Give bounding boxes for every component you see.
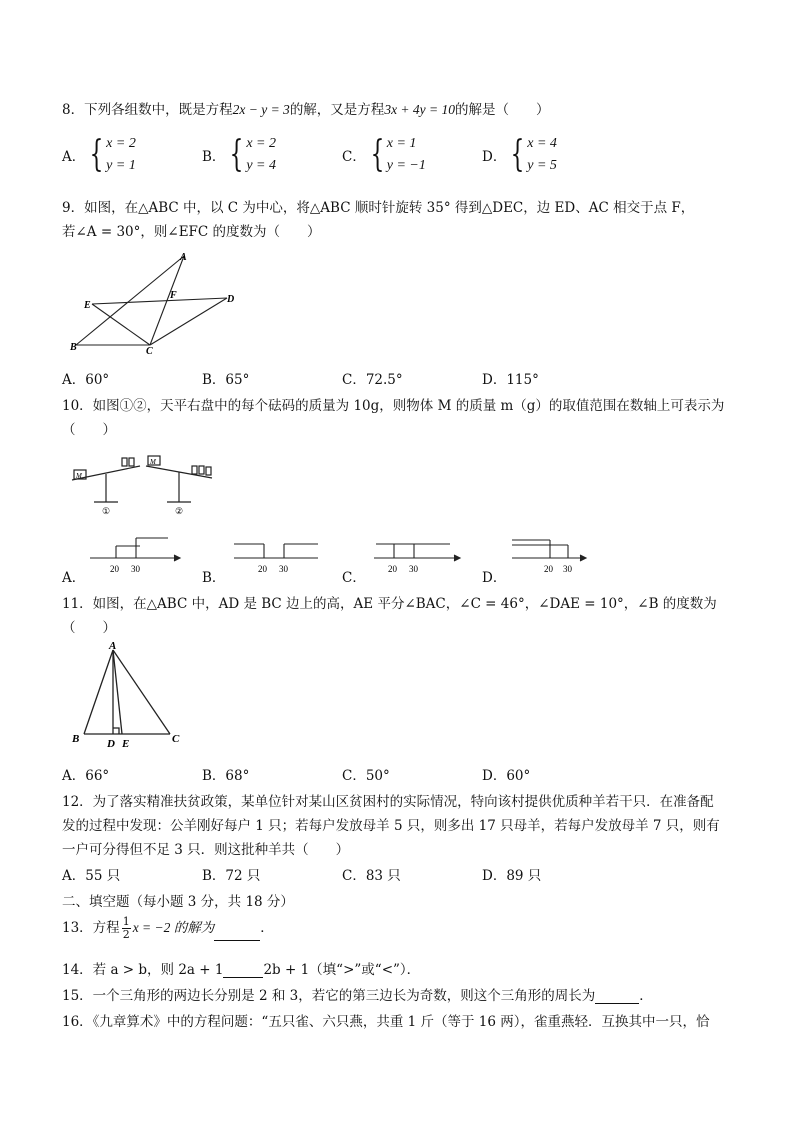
option-label: C． bbox=[342, 149, 366, 165]
brace-icon: { bbox=[510, 134, 525, 175]
svg-text:30: 30 bbox=[131, 564, 140, 574]
label-b: B bbox=[70, 342, 77, 353]
q8-equation-2: 3x + 4y = 10 bbox=[384, 102, 456, 117]
q10-option-b-label[interactable]: B． bbox=[202, 570, 226, 586]
q10-option-a-numberline[interactable] bbox=[88, 534, 184, 578]
q11-option-d[interactable]: D．60° bbox=[482, 768, 531, 784]
section-heading: 二、填空题（每小题 3 分，共 18 分） bbox=[62, 894, 294, 910]
q12-stem-line3: 一户可分得但不足 3 只．则这批种羊共（ ） bbox=[62, 842, 350, 858]
q9-stem-line2: 若∠A = 30°，则∠EFC 的度数为（ ） bbox=[62, 224, 321, 240]
q10-stem-line1: 10．如图①②，天平右盘中的每个砝码的质量为 10g，则物体 M 的质量 m（g）的取值范围在数轴上可表示为 bbox=[62, 398, 725, 414]
svg-text:30: 30 bbox=[279, 564, 288, 574]
q12-stem-line1: 12．为了落实精准扶贫政策，某单位针对某山区贫困村的实际情况，特向该村提供优质种羊若干只．在准备配 bbox=[62, 794, 714, 810]
q8-option-d[interactable]: D． { x = 4 y = 5 bbox=[482, 134, 557, 175]
q15-stem: 15．一个三角形的两边长分别是 2 和 3，若它的第三边长为奇数，则这个三角形的周长为 ． bbox=[62, 988, 653, 1004]
q9-option-d[interactable]: D．115° bbox=[482, 372, 539, 388]
label-b: B bbox=[72, 733, 80, 745]
q11-figure bbox=[66, 640, 196, 750]
brace-icon: { bbox=[230, 134, 244, 175]
q14-answer-blank[interactable] bbox=[223, 977, 263, 978]
svg-text:20: 20 bbox=[110, 564, 119, 574]
q13-stem: 13．方程 $\frac{1}{2}$ x = −2 的解为 ． bbox=[62, 915, 274, 942]
q9-option-a[interactable]: A．60° bbox=[62, 372, 110, 388]
q10-option-d-numberline[interactable] bbox=[510, 534, 594, 578]
q10-option-c-label[interactable]: C． bbox=[342, 570, 366, 586]
q12-stem-line2: 发的过程中发现：公羊刚好每户 1 只；若每户发放母羊 5 只，则多出 17 只母羊，若每户发放母羊 7 只，则有 bbox=[62, 818, 720, 834]
q15-answer-blank[interactable] bbox=[595, 1003, 639, 1004]
label-circle-2: ② bbox=[175, 506, 184, 516]
label-f: F bbox=[170, 290, 177, 301]
q9-stem-line1: 9．如图，在△ABC 中，以 C 为中心，将△ABC 顺时针旋转 35° 得到△DEC，边 ED、AC 相交于点 F， bbox=[62, 200, 695, 216]
svg-text:30: 30 bbox=[563, 564, 572, 574]
label-e: E bbox=[84, 300, 91, 311]
q9-option-c[interactable]: C．72.5° bbox=[342, 372, 403, 388]
q12-option-d[interactable]: D．89 只 bbox=[482, 868, 542, 884]
q12-option-c[interactable]: C．83 只 bbox=[342, 868, 401, 884]
q13-answer-blank[interactable] bbox=[214, 940, 260, 941]
q8-option-c[interactable]: C． { x = 1 y = −1 bbox=[342, 134, 426, 175]
q11-option-a[interactable]: A．66° bbox=[62, 768, 110, 784]
q10-option-b-numberline[interactable] bbox=[230, 534, 326, 578]
brace-icon: { bbox=[370, 134, 385, 175]
label-m2: M bbox=[150, 458, 156, 466]
q12-option-a[interactable]: A．55 只 bbox=[62, 868, 121, 884]
q8-stem: 8．下列各组数中，既是方程2x − y = 3的解，又是方程3x + 4y = 10的解是（ ） bbox=[62, 102, 550, 118]
q11-option-c[interactable]: C．50° bbox=[342, 768, 390, 784]
q10-option-a-label[interactable]: A． bbox=[62, 570, 86, 586]
q14-stem: 14．若 a > b，则 2a + 1 2b + 1（填“>”或“<”）． bbox=[62, 962, 421, 978]
q11-stem-line2: （ ） bbox=[62, 620, 116, 636]
label-d: D bbox=[107, 738, 115, 750]
q9-option-b[interactable]: B．65° bbox=[202, 372, 250, 388]
label-a: A bbox=[180, 252, 187, 263]
label-circle-1: ① bbox=[102, 506, 111, 516]
label-d: D bbox=[227, 294, 235, 305]
label-m1: M bbox=[76, 472, 82, 480]
svg-text:30: 30 bbox=[409, 564, 418, 574]
q11-stem-line1: 11．如图，在△ABC 中，AD 是 BC 边上的高，AE 平分∠BAC，∠C = 46°，∠DAE = 10°，∠B 的度数为 bbox=[62, 596, 717, 612]
brace-icon: { bbox=[89, 134, 104, 175]
q16-stem: 16．《九章算术》中的方程问题：“五只雀、六只燕，共重 1 斤（等于 16 两），雀重燕轻．互换其中一只，恰 bbox=[62, 1014, 710, 1030]
label-c: C bbox=[172, 733, 180, 745]
label-c: C bbox=[146, 346, 153, 357]
q12-option-b[interactable]: B．72 只 bbox=[202, 868, 261, 884]
q10-option-c-numberline[interactable] bbox=[372, 534, 468, 578]
q9-figure bbox=[62, 250, 252, 360]
svg-text:20: 20 bbox=[388, 564, 397, 574]
fraction-one-half: $\frac{1}{2}$ bbox=[122, 915, 130, 942]
q8-option-a[interactable]: A． { x = 2 y = 1 bbox=[62, 134, 136, 175]
q10-option-d-label[interactable]: D． bbox=[482, 570, 507, 586]
option-label: A． bbox=[62, 149, 86, 165]
label-e: E bbox=[122, 738, 130, 750]
q8-equation-1: 2x − y = 3 bbox=[232, 102, 290, 117]
svg-text:20: 20 bbox=[544, 564, 553, 574]
q11-option-b[interactable]: B．68° bbox=[202, 768, 250, 784]
q8-option-b[interactable]: B． { x = 2 y = 4 bbox=[202, 134, 276, 175]
q10-balance-figure bbox=[66, 446, 226, 518]
option-label: D． bbox=[482, 149, 507, 165]
q10-stem-line2: （ ） bbox=[62, 422, 116, 438]
option-label: B． bbox=[202, 149, 226, 165]
svg-text:20: 20 bbox=[258, 564, 267, 574]
label-a: A bbox=[109, 640, 117, 652]
